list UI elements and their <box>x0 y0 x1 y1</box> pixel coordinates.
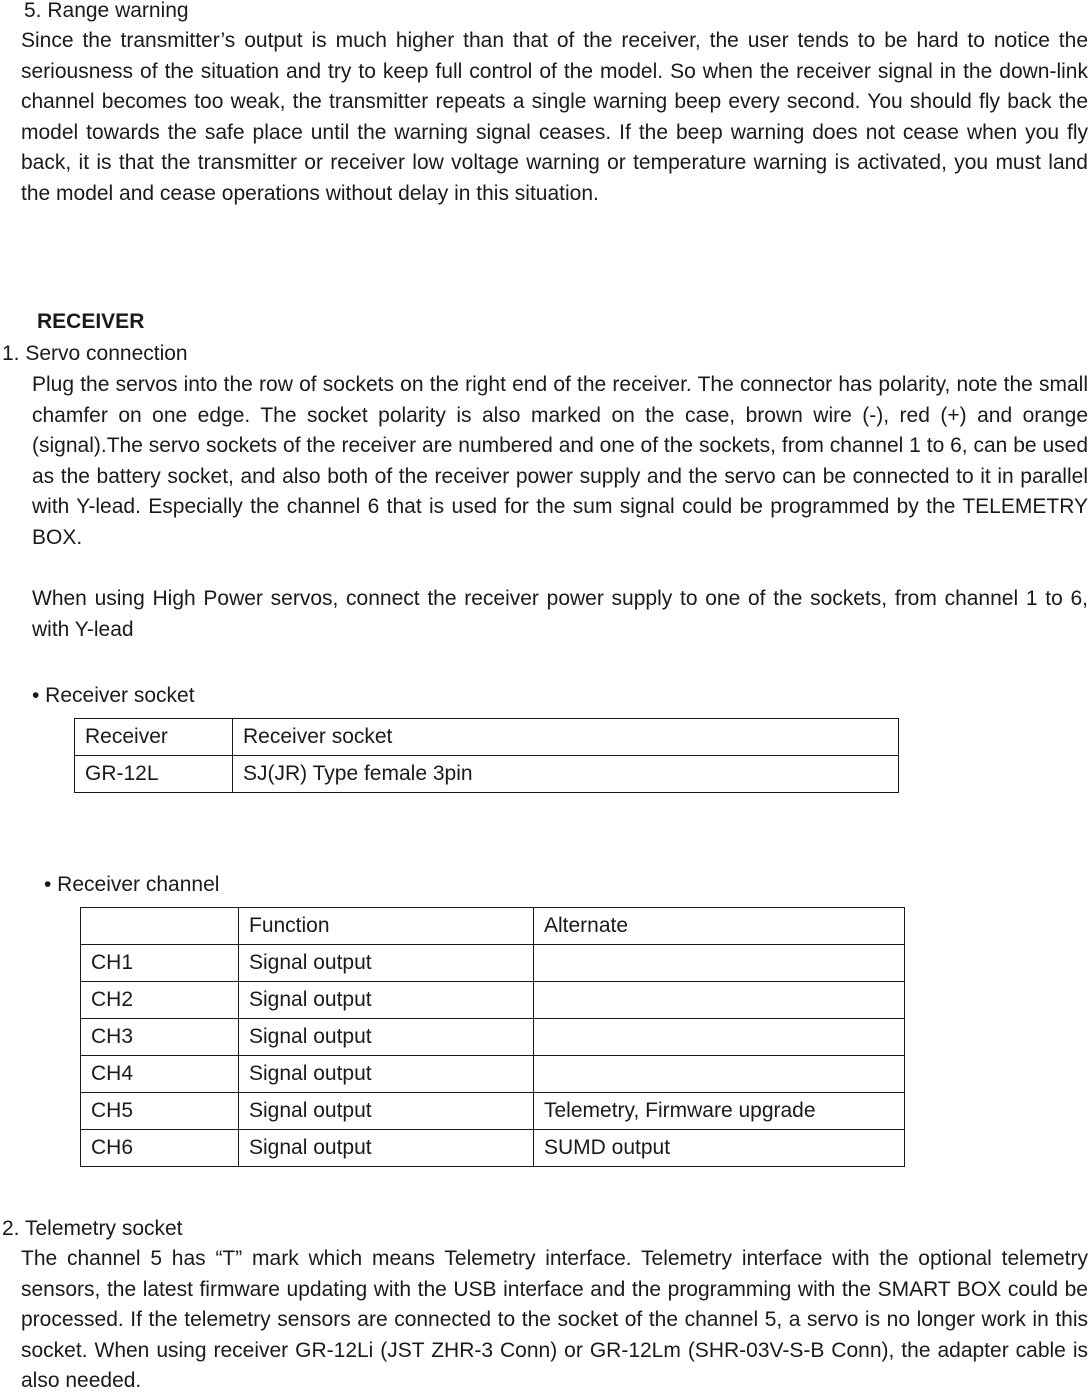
table-cell: Signal output <box>239 982 534 1019</box>
table-row <box>81 945 905 982</box>
table-cell: CH3 <box>81 1019 239 1056</box>
table-cell: SJ(JR) Type female 3pin <box>233 756 899 793</box>
table-cell: Signal output <box>239 1093 534 1130</box>
table-row <box>81 1093 905 1130</box>
table-header-row <box>81 908 905 945</box>
table-row <box>75 756 899 793</box>
header-cell <box>81 908 239 945</box>
receiver-channel-table <box>80 907 905 1167</box>
table-cell: GR-12L <box>75 756 233 793</box>
receiver-channel-label: • Receiver channel <box>44 873 220 896</box>
table-cell: Signal output <box>239 945 534 982</box>
table-cell: Signal output <box>239 1019 534 1056</box>
header-cell: Alternate <box>534 908 905 945</box>
table-cell: CH5 <box>81 1093 239 1130</box>
range-warning-heading: 5. Range warning <box>24 0 189 22</box>
telemetry-socket-paragraph: The channel 5 has “T” mark which means Telemetry interface. Telemetry interface with the optional telemetry sensors, the latest firmware updating with the USB interface and the programming with the SMART BOX could be processed. If the telemetry sensors are connected to the socket of the channel 5, a servo is no longer work in this socket. When using receiver GR-12Li (JST ZHR-3 Conn) or GR-12Lm (SHR-03V-S-B Conn), the adapter cable is also needed. <box>21 1247 1088 1393</box>
servo-connection-paragraph: Plug the servos into the row of sockets on the right end of the receiver. The connector has polarity, note the small chamfer on one edge. The socket polarity is also marked on the case, brown wire (-), red (+) and orange (signal).The servo sockets of the receiver are numbered and one of the sockets, from channel 1 to 6, can be used as the battery socket, and also both of the receiver power supply and the servo can be connected to it in parallel with Y-lead. Especially the channel 6 that is used for the sum signal could be programmed by the TELEMETRY BOX. <box>32 373 1088 549</box>
header-cell: Function <box>239 908 534 945</box>
table-cell: CH4 <box>81 1056 239 1093</box>
table-header-row <box>75 719 899 756</box>
header-cell: Receiver <box>75 719 233 756</box>
table-cell: CH2 <box>81 982 239 1019</box>
telemetry-socket-heading: 2. Telemetry socket <box>2 1217 183 1240</box>
table-cell: Telemetry, Firmware upgrade <box>534 1093 905 1130</box>
header-cell: Receiver socket <box>233 719 899 756</box>
table-cell: Signal output <box>239 1130 534 1167</box>
receiver-socket-label: • Receiver socket <box>32 684 195 707</box>
receiver-title: RECEIVER <box>37 310 145 333</box>
high-power-servos-paragraph: When using High Power servos, connect the receiver power supply to one of the sockets, from channel 1 to 6, with Y-lead <box>32 587 1088 641</box>
table-cell <box>534 982 905 1019</box>
receiver-socket-table <box>74 718 899 793</box>
table-cell <box>534 1019 905 1056</box>
table-cell <box>534 945 905 982</box>
table-row <box>81 1019 905 1056</box>
table-cell: CH6 <box>81 1130 239 1167</box>
table-cell <box>534 1056 905 1093</box>
table-cell: CH1 <box>81 945 239 982</box>
table-row <box>81 1056 905 1093</box>
servo-connection-heading: 1. Servo connection <box>2 342 188 365</box>
table-cell: SUMD output <box>534 1130 905 1167</box>
range-warning-paragraph: Since the transmitter’s output is much higher than that of the receiver, the user tends to be hard to notice the seriousness of the situation and try to keep full control of the model. So when the receiver signal in the down-link channel becomes too weak, the transmitter repeats a single warning beep every second. You should fly back the model towards the safe place until the warning signal ceases. If the beep warning does not cease when you fly back, it is that the transmitter or receiver low voltage warning or temperature warning is activated, you must land the model and cease operations without delay in this situation. <box>21 29 1088 205</box>
table-row <box>81 982 905 1019</box>
table-row <box>81 1130 905 1167</box>
table-cell: Signal output <box>239 1056 534 1093</box>
